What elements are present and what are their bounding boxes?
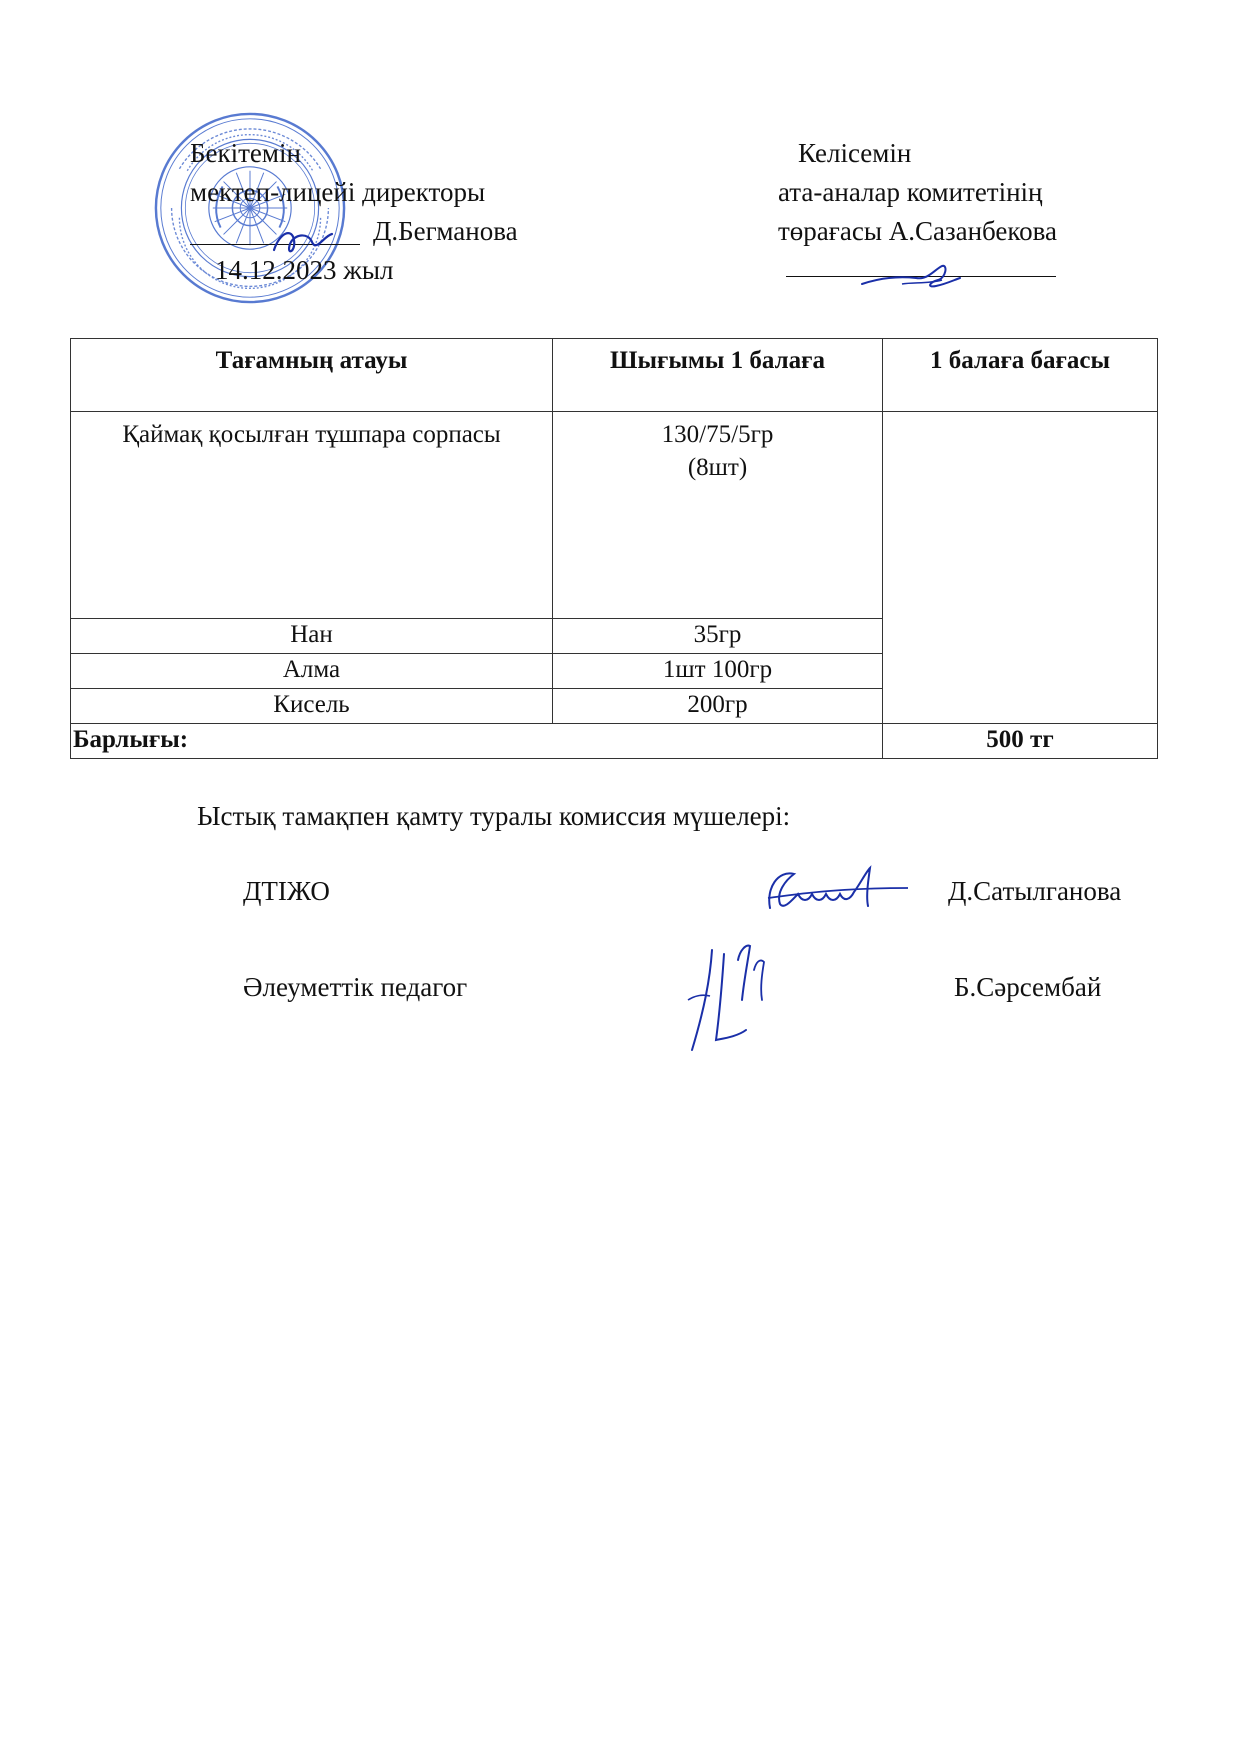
dish-yield-weight: 130/75/5гр	[661, 421, 774, 448]
member-name: Д.Сатылганова	[948, 876, 1122, 906]
dish-name: Кисель	[71, 689, 553, 724]
dish-yield: 35гр	[553, 619, 883, 654]
member-name: Б.Сәрсембай	[954, 972, 1102, 1002]
member-role: Әлеуметтік педагог	[243, 972, 468, 1002]
agree-signatory: төрағасы А.Сазанбекова	[778, 216, 1058, 246]
total-value: 500 тг	[883, 724, 1158, 759]
dish-name: Қаймақ қосылған тұшпара сорпасы	[71, 412, 553, 619]
commission-title: Ыстық тамақпен қамту туралы комиссия мүшелері:	[197, 801, 791, 831]
column-header: Тағамның атауы	[71, 339, 553, 412]
dish-name: Нан	[71, 619, 553, 654]
dish-name: Алма	[71, 654, 553, 689]
price-cell	[883, 412, 1158, 724]
approve-signatory-name: Д.Бегманова	[373, 216, 518, 246]
agree-heading: Келісемін	[798, 138, 912, 168]
column-header: Шығымы 1 балаға	[553, 339, 883, 412]
dish-yield: 200гр	[553, 689, 883, 724]
approve-heading: Бекітемін	[190, 138, 301, 168]
table-row	[71, 412, 1158, 619]
member-role: ДТІЖО	[243, 876, 330, 906]
dish-yield	[553, 412, 883, 619]
agree-block	[778, 134, 1118, 277]
menu-table	[70, 338, 1158, 759]
approve-block	[190, 134, 610, 290]
approve-position: мектеп-лицейі директоры	[190, 177, 486, 207]
member-signature	[758, 858, 918, 918]
approve-signatory	[190, 212, 610, 251]
table-header-row	[71, 339, 1158, 412]
total-row	[71, 724, 1158, 759]
agree-position: ата-аналар комитетінің	[778, 177, 1043, 207]
approve-date: 14.12.2023 жыл	[215, 255, 394, 285]
column-header: 1 балаға бағасы	[883, 339, 1158, 412]
member-signature	[684, 940, 774, 1060]
total-label: Барлығы:	[71, 724, 883, 759]
dish-yield-count: (8шт)	[687, 454, 748, 481]
signature-line	[190, 244, 360, 245]
dish-yield: 1шт 100гр	[553, 654, 883, 689]
signature-line	[786, 275, 1056, 277]
